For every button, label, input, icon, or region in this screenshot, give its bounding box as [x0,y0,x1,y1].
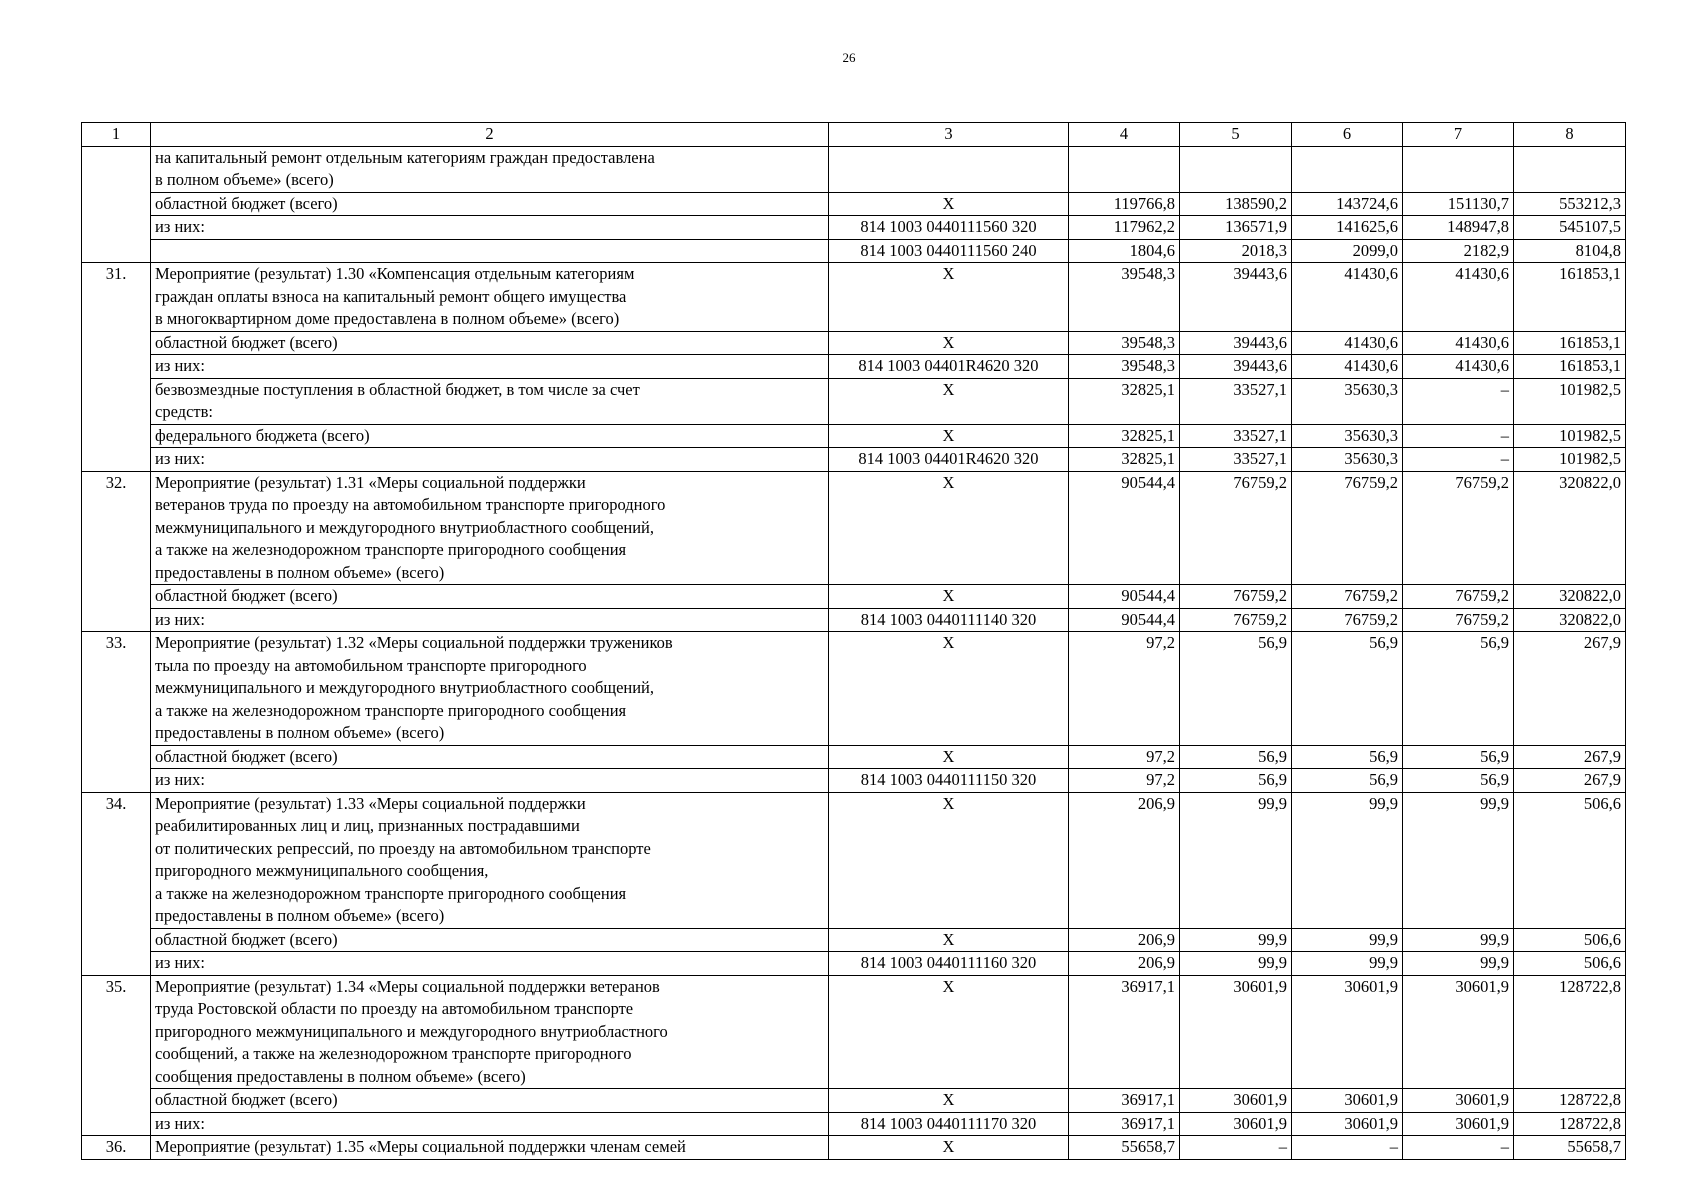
value-cell: 141625,6 [1292,216,1403,240]
budget-code-cell: X [829,1136,1069,1160]
value-cell: 76759,2 [1403,471,1514,585]
value-cell: 206,9 [1069,928,1180,952]
table-row [82,585,1626,609]
budget-code-cell: X [829,378,1069,424]
description-cell: из них: [151,952,829,976]
value-cell: 99,9 [1180,928,1292,952]
description-cell: из них: [151,769,829,793]
value-cell: 90544,4 [1069,608,1180,632]
value-cell: 56,9 [1292,769,1403,793]
budget-code-cell: X [829,192,1069,216]
value-cell: 56,9 [1180,769,1292,793]
value-cell: 553212,3 [1514,192,1626,216]
table-row [82,448,1626,472]
value-cell: 35630,3 [1292,378,1403,424]
table-row [82,216,1626,240]
value-cell: 76759,2 [1292,608,1403,632]
value-cell [1514,146,1626,192]
description-cell: на капитальный ремонт отдельным категориям граждан предоставлена в полном объеме» (всего) [151,146,829,192]
value-cell: 56,9 [1403,769,1514,793]
value-cell: 36917,1 [1069,1089,1180,1113]
column-index-cell: 1 [82,123,151,147]
description-cell: из них: [151,355,829,379]
value-cell: 41430,6 [1292,263,1403,332]
budget-code-cell [829,146,1069,192]
column-index-cell: 5 [1180,123,1292,147]
row-number-cell [82,146,151,263]
row-number-cell: 33. [82,632,151,793]
value-cell: 76759,2 [1180,471,1292,585]
table-row [82,192,1626,216]
value-cell: 35630,3 [1292,424,1403,448]
value-cell: 161853,1 [1514,355,1626,379]
budget-code-cell: 814 1003 0440111160 320 [829,952,1069,976]
row-number-cell: 36. [82,1136,151,1160]
value-cell: 30601,9 [1180,975,1292,1089]
description-cell: областной бюджет (всего) [151,928,829,952]
value-cell: 76759,2 [1292,471,1403,585]
value-cell: 267,9 [1514,632,1626,746]
table-row [82,1136,1626,1160]
value-cell: 128722,8 [1514,975,1626,1089]
value-cell: 33527,1 [1180,448,1292,472]
value-cell: 56,9 [1403,745,1514,769]
table-row [82,745,1626,769]
budget-code-cell: X [829,263,1069,332]
value-cell: 101982,5 [1514,424,1626,448]
value-cell: 56,9 [1292,745,1403,769]
value-cell: 97,2 [1069,769,1180,793]
value-cell: 30601,9 [1292,1089,1403,1113]
value-cell: 41430,6 [1403,331,1514,355]
budget-code-cell: X [829,928,1069,952]
value-cell: 90544,4 [1069,585,1180,609]
value-cell: 41430,6 [1292,331,1403,355]
value-cell: 41430,6 [1403,263,1514,332]
budget-code-cell: 814 1003 0440111560 320 [829,216,1069,240]
budget-code-cell: X [829,585,1069,609]
value-cell: 35630,3 [1292,448,1403,472]
description-cell: Мероприятие (результат) 1.30 «Компенсация отдельным категориям граждан оплаты взноса на капитальный ремонт общего имущества в многоквартирном доме предоставлена в полном объеме» (всего) [151,263,829,332]
description-cell: Мероприятие (результат) 1.35 «Меры социальной поддержки членам семей [151,1136,829,1160]
table-row [82,239,1626,263]
value-cell: 99,9 [1292,952,1403,976]
column-index-cell: 7 [1403,123,1514,147]
table-row [82,471,1626,585]
value-cell: – [1403,378,1514,424]
budget-code-cell: 814 1003 0440111150 320 [829,769,1069,793]
budget-code-cell: X [829,424,1069,448]
page-number: 26 [842,50,856,65]
value-cell: 76759,2 [1403,585,1514,609]
value-cell: 320822,0 [1514,585,1626,609]
value-cell: 39548,3 [1069,263,1180,332]
value-cell: 99,9 [1180,952,1292,976]
description-cell: областной бюджет (всего) [151,745,829,769]
table-row [82,424,1626,448]
row-number-cell: 32. [82,471,151,632]
value-cell: 76759,2 [1292,585,1403,609]
value-cell: 33527,1 [1180,424,1292,448]
value-cell: 41430,6 [1403,355,1514,379]
value-cell [1292,146,1403,192]
column-index-cell: 6 [1292,123,1403,147]
value-cell: 101982,5 [1514,378,1626,424]
table-row [82,975,1626,1089]
budget-code-cell: X [829,745,1069,769]
description-cell: областной бюджет (всего) [151,331,829,355]
value-cell: 30601,9 [1180,1112,1292,1136]
value-cell: – [1180,1136,1292,1160]
value-cell: 32825,1 [1069,378,1180,424]
table-body [82,123,1626,1160]
description-cell: из них: [151,216,829,240]
value-cell: 33527,1 [1180,378,1292,424]
table-row [82,792,1626,928]
row-number-cell: 35. [82,975,151,1136]
budget-code-cell: X [829,632,1069,746]
budget-code-cell: 814 1003 04401R4620 320 [829,355,1069,379]
value-cell: 320822,0 [1514,608,1626,632]
value-cell: 128722,8 [1514,1112,1626,1136]
value-cell: 55658,7 [1514,1136,1626,1160]
column-index-cell: 4 [1069,123,1180,147]
value-cell: 99,9 [1292,792,1403,928]
value-cell: 161853,1 [1514,263,1626,332]
value-cell [1069,146,1180,192]
value-cell: 119766,8 [1069,192,1180,216]
description-cell: Мероприятие (результат) 1.31 «Меры социальной поддержки ветеранов труда по проезду на автомобильном транспорте пригородного межмуниципального и междугородного внутриобластного сообщений, а также на железнодорожном транспорте пригородного сообщения предоставлены в полном объеме» (всего) [151,471,829,585]
value-cell: 41430,6 [1292,355,1403,379]
value-cell: 151130,7 [1403,192,1514,216]
value-cell: 36917,1 [1069,1112,1180,1136]
description-cell: Мероприятие (результат) 1.33 «Меры социальной поддержки реабилитированных лиц и лиц, признанных пострадавшими от политических репрессий, по проезду на автомобильном транспорте пригородного межмуниципального сообщения, а также на железнодорожном транспорте пригородного сообщения предоставлены в полном объеме» (всего) [151,792,829,928]
value-cell: 56,9 [1180,745,1292,769]
column-index-cell: 3 [829,123,1069,147]
description-cell: областной бюджет (всего) [151,1089,829,1113]
value-cell: 30601,9 [1403,975,1514,1089]
table-row [82,378,1626,424]
value-cell: – [1403,448,1514,472]
value-cell: 267,9 [1514,745,1626,769]
value-cell: 90544,4 [1069,471,1180,585]
value-cell: 320822,0 [1514,471,1626,585]
value-cell: 267,9 [1514,769,1626,793]
value-cell: 99,9 [1292,928,1403,952]
description-cell: безвозмездные поступления в областной бюджет, в том числе за счет средств: [151,378,829,424]
value-cell: 99,9 [1403,952,1514,976]
value-cell: 136571,9 [1180,216,1292,240]
budget-code-cell: X [829,975,1069,1089]
value-cell [1180,146,1292,192]
value-cell: – [1403,1136,1514,1160]
value-cell: 39548,3 [1069,331,1180,355]
value-cell: 117962,2 [1069,216,1180,240]
value-cell: 30601,9 [1292,975,1403,1089]
value-cell: 206,9 [1069,952,1180,976]
value-cell: 2099,0 [1292,239,1403,263]
value-cell: 76759,2 [1180,608,1292,632]
budget-code-cell: X [829,792,1069,928]
table-row [82,146,1626,192]
value-cell: 56,9 [1292,632,1403,746]
value-cell: 506,6 [1514,952,1626,976]
value-cell: 56,9 [1403,632,1514,746]
table-row [82,355,1626,379]
table-row [82,1089,1626,1113]
description-cell: Мероприятие (результат) 1.34 «Меры социальной поддержки ветеранов труда Ростовской области по проезду на автомобильном транспорте пригородного межмуниципального и междугородного внутриобластного сообщений, а также на железнодорожном транспорте пригородного сообщения предоставлены в полном объеме» (всего) [151,975,829,1089]
budget-code-cell: X [829,1089,1069,1113]
description-cell: из них: [151,608,829,632]
description-cell: областной бюджет (всего) [151,192,829,216]
budget-table [81,122,1626,1160]
value-cell: 76759,2 [1403,608,1514,632]
value-cell: 506,6 [1514,792,1626,928]
column-index-cell: 2 [151,123,829,147]
table-row [82,331,1626,355]
description-cell [151,239,829,263]
description-cell: областной бюджет (всего) [151,585,829,609]
value-cell: 8104,8 [1514,239,1626,263]
value-cell: 2182,9 [1403,239,1514,263]
description-cell: из них: [151,448,829,472]
row-number-cell: 31. [82,263,151,472]
value-cell: 36917,1 [1069,975,1180,1089]
value-cell: 138590,2 [1180,192,1292,216]
value-cell: – [1403,424,1514,448]
value-cell: 161853,1 [1514,331,1626,355]
value-cell: 32825,1 [1069,448,1180,472]
budget-code-cell: 814 1003 0440111140 320 [829,608,1069,632]
table-row [82,1112,1626,1136]
table-row [82,608,1626,632]
budget-code-cell: 814 1003 04401R4620 320 [829,448,1069,472]
budget-code-cell: 814 1003 0440111560 240 [829,239,1069,263]
table-row [82,769,1626,793]
value-cell: 506,6 [1514,928,1626,952]
value-cell: 148947,8 [1403,216,1514,240]
description-cell: федерального бюджета (всего) [151,424,829,448]
description-cell: из них: [151,1112,829,1136]
value-cell: 39443,6 [1180,331,1292,355]
value-cell: 206,9 [1069,792,1180,928]
value-cell: 76759,2 [1180,585,1292,609]
value-cell: 143724,6 [1292,192,1403,216]
description-cell: Мероприятие (результат) 1.32 «Меры социальной поддержки тружеников тыла по проезду на автомобильном транспорте пригородного межмуниципального и междугородного внутриобластного сообщений, а также на железнодорожном транспорте пригородного сообщения предоставлены в полном объеме» (всего) [151,632,829,746]
value-cell: 39548,3 [1069,355,1180,379]
budget-code-cell: 814 1003 0440111170 320 [829,1112,1069,1136]
column-index-row [82,123,1626,147]
budget-code-cell: X [829,471,1069,585]
budget-code-cell: X [829,331,1069,355]
table-row [82,928,1626,952]
table-row [82,952,1626,976]
value-cell: 55658,7 [1069,1136,1180,1160]
table-row [82,263,1626,332]
value-cell: 97,2 [1069,745,1180,769]
table-row [82,632,1626,746]
value-cell: 39443,6 [1180,355,1292,379]
value-cell: 30601,9 [1180,1089,1292,1113]
value-cell: 97,2 [1069,632,1180,746]
value-cell: 32825,1 [1069,424,1180,448]
value-cell: 128722,8 [1514,1089,1626,1113]
value-cell: 99,9 [1403,792,1514,928]
value-cell: 99,9 [1403,928,1514,952]
value-cell: 39443,6 [1180,263,1292,332]
value-cell: 30601,9 [1403,1112,1514,1136]
value-cell: – [1292,1136,1403,1160]
value-cell: 2018,3 [1180,239,1292,263]
value-cell: 56,9 [1180,632,1292,746]
value-cell [1403,146,1514,192]
value-cell: 545107,5 [1514,216,1626,240]
value-cell: 1804,6 [1069,239,1180,263]
value-cell: 30601,9 [1292,1112,1403,1136]
column-index-cell: 8 [1514,123,1626,147]
value-cell: 99,9 [1180,792,1292,928]
value-cell: 30601,9 [1403,1089,1514,1113]
row-number-cell: 34. [82,792,151,975]
value-cell: 101982,5 [1514,448,1626,472]
